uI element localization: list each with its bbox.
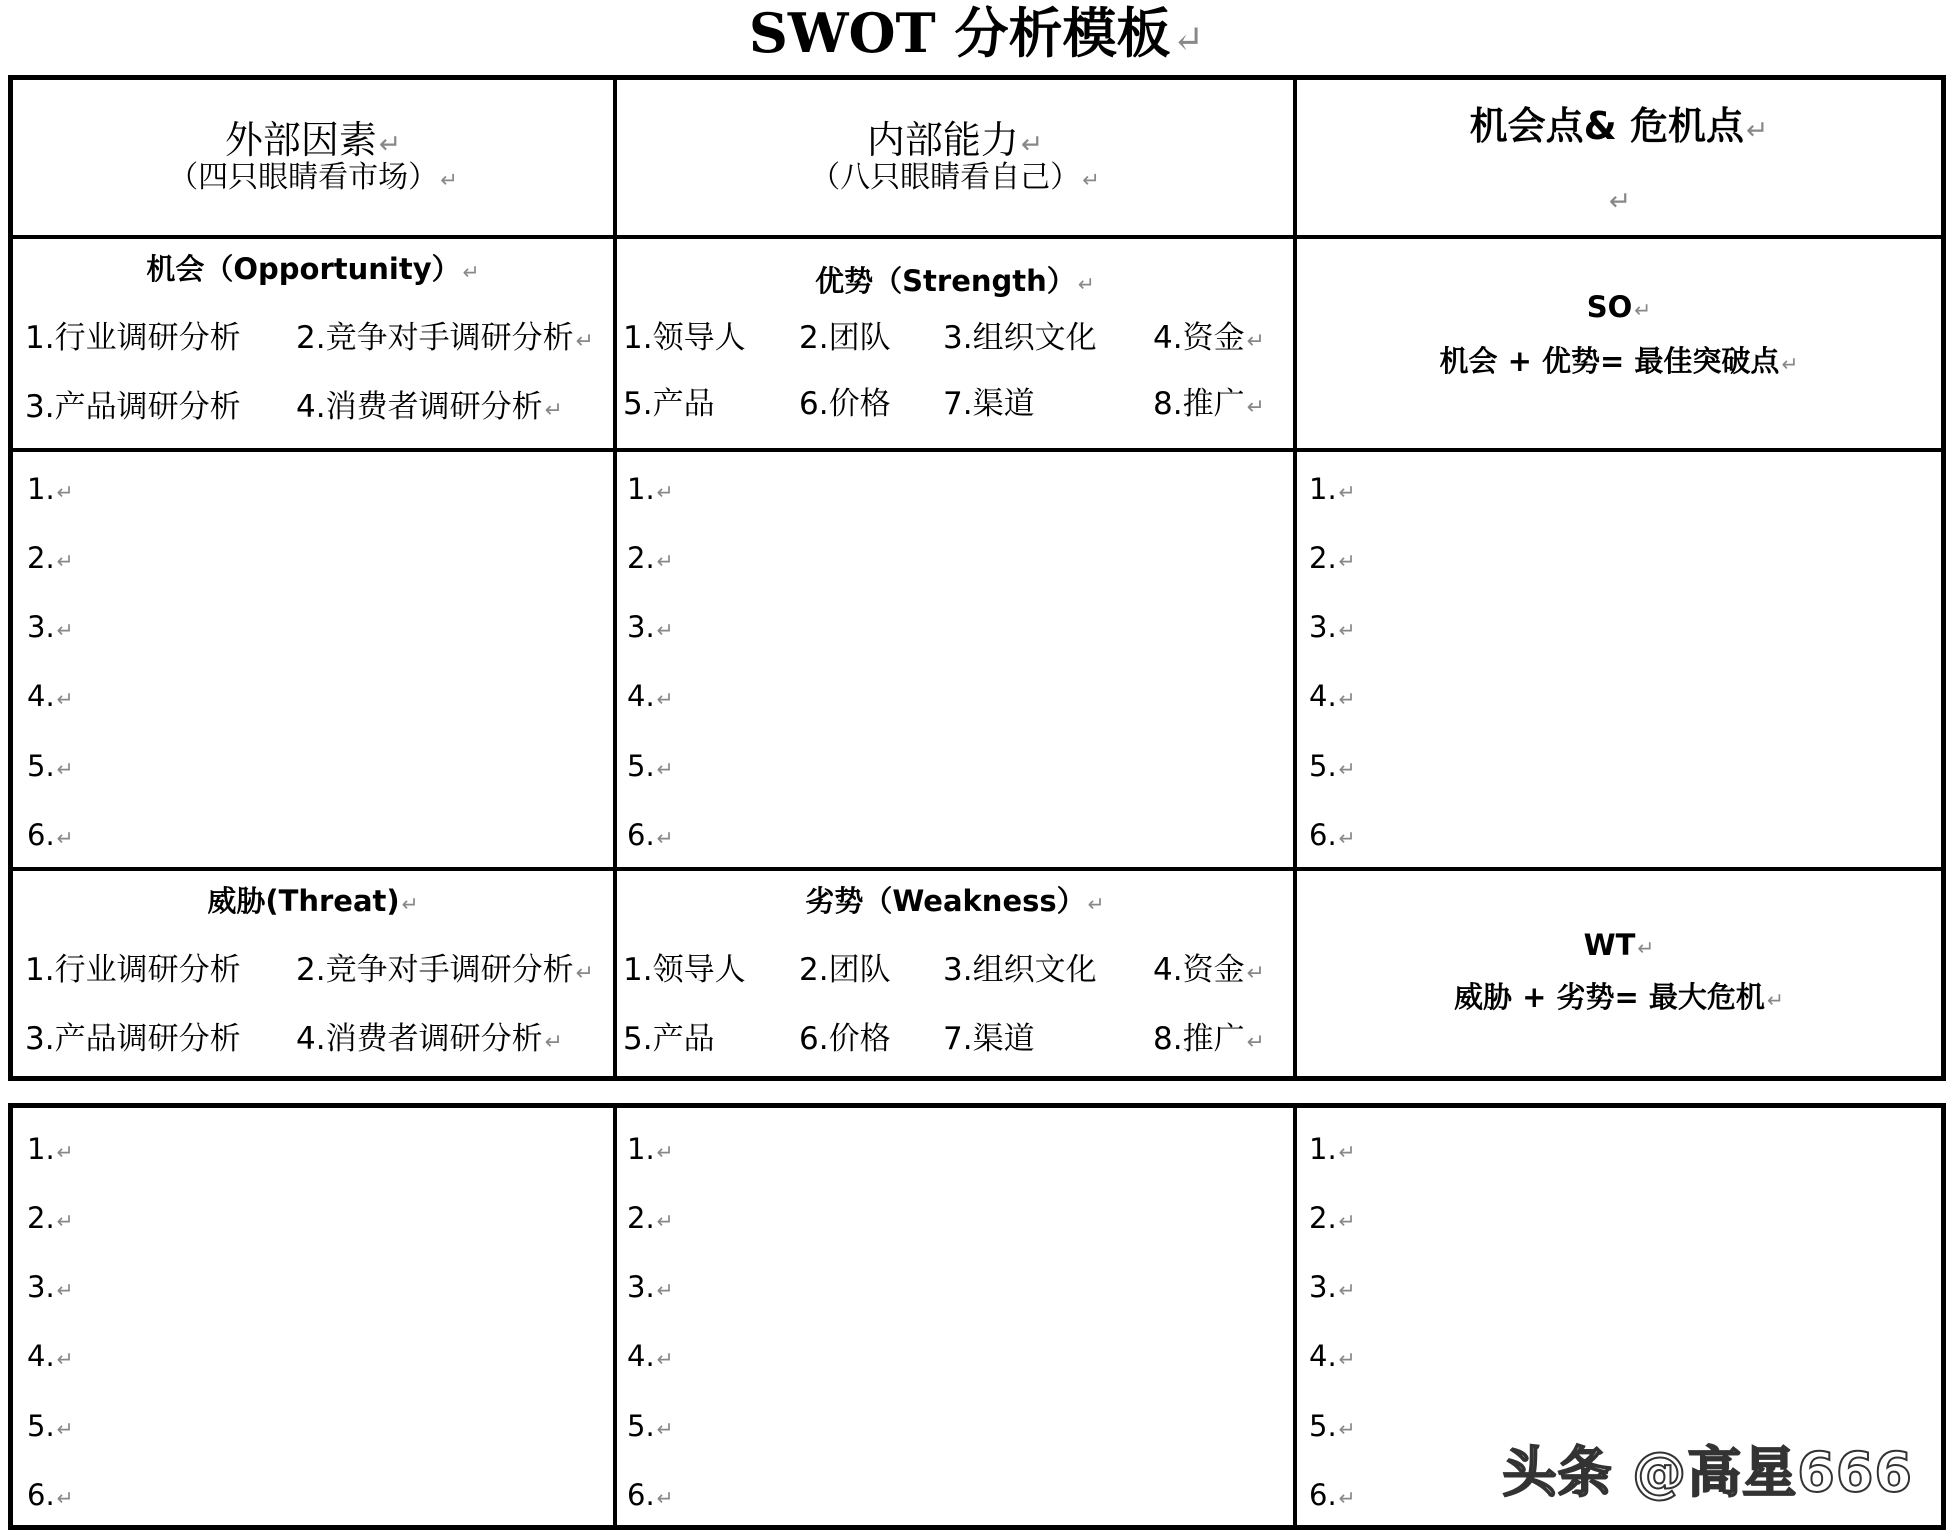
threat-list: 1.↵ 2.↵ 3.↵ 4.↵ 5.↵ 6.↵ [27, 1132, 74, 1512]
strength-cell: 优势（Strength）↵ 1.领导人 2.团队 3.组织文化 4.资金↵ 5.产品 6.价格 7.渠道 8.推广↵ [623, 264, 1265, 422]
wt-list: 1.↵ 2.↵ 3.↵ 4.↵ 5.↵ 6.↵ [1309, 1132, 1356, 1512]
opportunity-cell: 机会（Opportunity）↵ 1.行业调研分析 2.竞争对手调研分析↵ 3.产品调研分析 4.消费者调研分析↵ [25, 252, 594, 425]
header-internal: 内部能力↵ （八只眼睛看自己）↵ [810, 118, 1100, 195]
weakness-cell: 劣势（Weakness）↵ 1.领导人 2.团队 3.组织文化 4.资金↵ 5.产品 6.价格 7.渠道 8.推广↵ [623, 884, 1265, 1057]
strength-list: 1.↵ 2.↵ 3.↵ 4.↵ 5.↵ 6.↵ [627, 472, 674, 852]
so-cell: SO↵ 机会 + 优势= 最佳突破点↵ [1439, 290, 1799, 378]
so-list: 1.↵ 2.↵ 3.↵ 4.↵ 5.↵ 6.↵ [1309, 472, 1356, 852]
opportunity-list: 1.↵ 2.↵ 3.↵ 4.↵ 5.↵ 6.↵ [27, 472, 74, 852]
header-external: 外部因素↵ （四只眼睛看市场）↵ [168, 118, 458, 195]
weakness-list: 1.↵ 2.↵ 3.↵ 4.↵ 5.↵ 6.↵ [627, 1132, 674, 1512]
wt-cell: WT↵ 威胁 + 劣势= 最大危机↵ [1454, 928, 1784, 1014]
watermark: 头条 @高星666 [1502, 1441, 1913, 1504]
swot-table-top [8, 75, 1946, 1081]
header-opportunity-crisis: 机会点& 危机点↵ ↵ [1469, 104, 1769, 217]
page-title: SWOT 分析模板↵ [748, 1, 1205, 65]
threat-cell: 威胁(Threat)↵ 1.行业调研分析 2.竞争对手调研分析↵ 3.产品调研分析 4.消费者调研分析↵ [25, 884, 594, 1057]
